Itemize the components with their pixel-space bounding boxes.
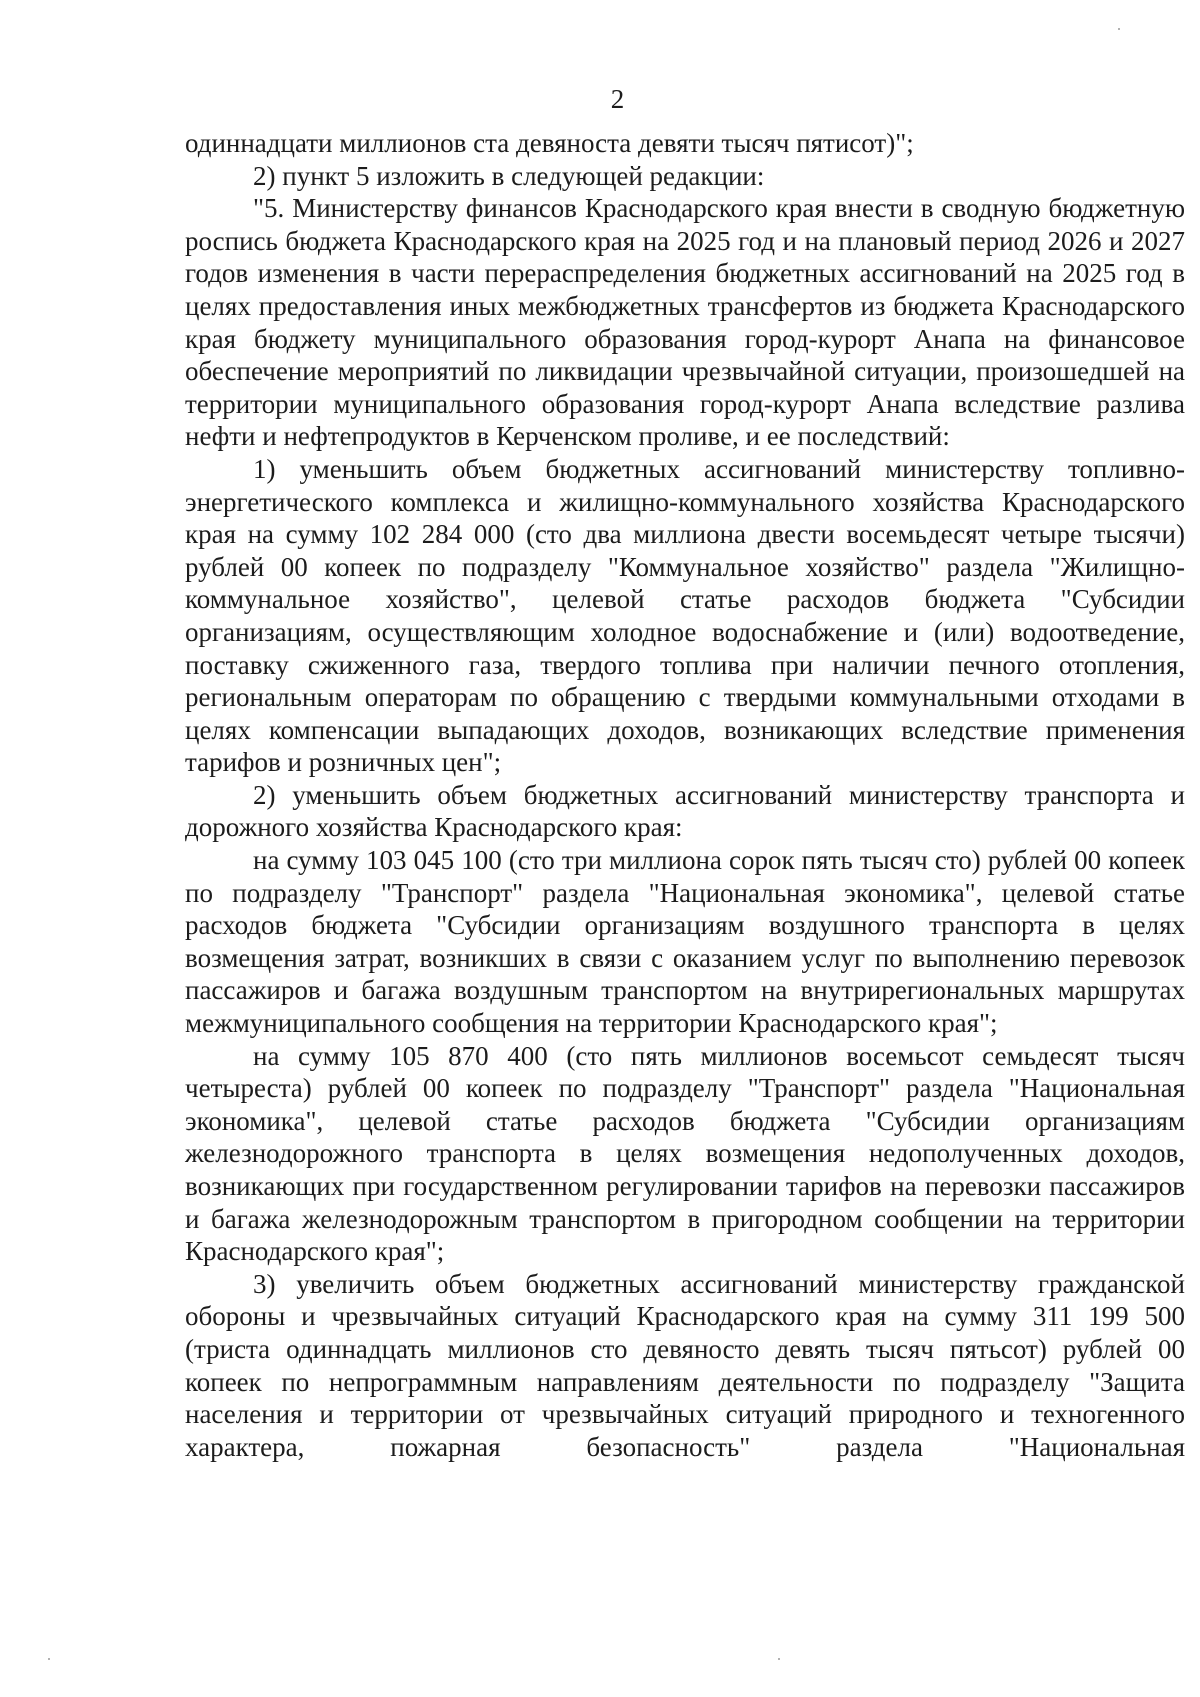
paragraph-subitem-1: 1) уменьшить объем бюджетных ассигнований министерству топливно-энергетического комплекса и жилищно-коммунального хозяйства Краснодарского края на сумму 102 284 000 (сто два миллиона двести восемьдесят четыре тысячи) рублей 00 копеек по подразделу "Коммунальное хозяйство" раздела "Жилищно-коммунальное хозяйство", целевой статье расходов бюджета "Субсидии организациям, осуществляющим холодное водоснабжение и (или) водоотведение, поставку сжиженного газа, твердого топлива при наличии печного отопления, региональным операторам по обращению с твердыми коммунальными отходами в целях компенсации выпадающих доходов, возникающих вследствие применения тарифов и розничных цен"; (185, 453, 1185, 778)
page-number: 2 (610, 84, 625, 114)
paragraph-continuation: одиннадцати миллионов ста девяноста девяти тысяч пятисот)"; (185, 128, 914, 158)
paragraph-subitem-2: 2) уменьшить объем бюджетных ассигнований министерству транспорта и дорожного хозяйства Краснодарского края: (185, 779, 1185, 843)
scan-speck (48, 1658, 50, 1660)
paragraph-point-5: "5. Министерству финансов Краснодарского края внести в сводную бюджетную роспись бюджета Краснодарского края на 2025 год и на плановый период 2026 и 2027 годов изменения в части перераспределения бюджетных ассигнований на 2025 год в целях предоставления иных межбюджетных трансфертов из бюджета Краснодарского края бюджету муниципального образования город-курорт Анапа на финансовое обеспечение мероприятий по ликвидации чрезвычайной ситуации, произошедшей на территории муниципального образования город-курорт Анапа вследствие разлива нефти и нефтепродуктов в Керченском проливе, и ее последствий: (185, 193, 1185, 452)
document-body (185, 127, 1185, 1463)
paragraph-amount-air-transport: на сумму 103 045 100 (сто три миллиона сорок пять тысяч сто) рублей 00 копеек по подразделу "Транспорт" раздела "Национальная экономика", целевой статье расходов бюджета "Субсидии организациям воздушного транспорта в целях возмещения затрат, возникших в связи с оказанием услуг по выполнению перевозок пассажиров и багажа воздушным транспортом на внутрирегиональных маршрутах межмуниципального сообщения на территории Краснодарского края"; (185, 845, 1185, 1039)
paragraph-subitem-3: 3) увеличить объем бюджетных ассигнований министерству гражданской обороны и чрезвычайных ситуаций Краснодарского края на сумму 311 199 500 (триста одиннадцать миллионов сто девяносто девять тысяч пятьсот) рублей 00 копеек по непрограммным направлениям деятельности по подразделу "Защита населения и территории от чрезвычайных ситуаций природного и техногенного характера, пожарная безопасность" раздела "Национальная (185, 1268, 1185, 1462)
paragraph-amount-rail-transport: на сумму 105 870 400 (сто пять миллионов восемьсот семьдесят тысяч четыреста) рублей 00 копеек по подразделу "Транспорт" раздела "Национальная экономика", целевой статье расходов бюджета "Субсидии организациям железнодорожного транспорта в целях возмещения недополученных доходов, возникающих при государственном регулировании тарифов на перевозки пассажиров и багажа железнодорожным транспортом в пригородном сообщении на территории Краснодарского края"; (185, 1040, 1185, 1267)
scan-speck (1118, 28, 1120, 30)
scan-speck (778, 1658, 780, 1660)
paragraph-item-2: 2) пункт 5 изложить в следующей редакции: (253, 160, 765, 191)
